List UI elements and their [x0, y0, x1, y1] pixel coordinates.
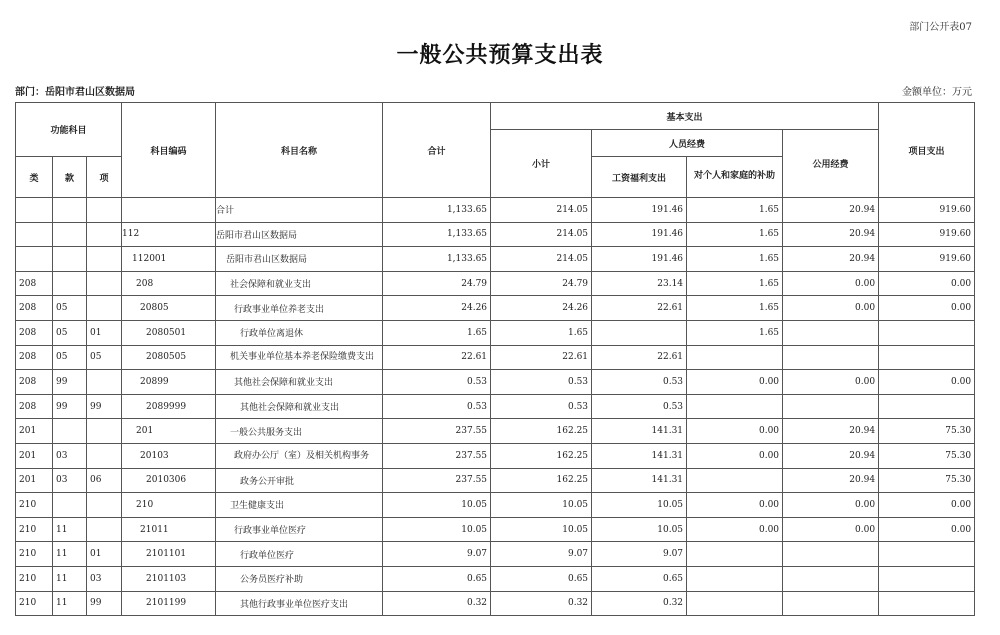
cell-total: 24.26 [383, 296, 491, 321]
cell-subtotal: 1.65 [491, 320, 592, 345]
cell-name: 行政事业单位养老支出 [216, 296, 383, 321]
cell-public: 20.94 [783, 222, 879, 247]
cell-name: 其他行政事业单位医疗支出 [216, 591, 383, 616]
cell-xiang [87, 271, 122, 296]
table-row [16, 443, 975, 468]
table-row [16, 542, 975, 567]
cell-kuan: 11 [53, 566, 87, 591]
cell-public: 0.00 [783, 517, 879, 542]
cell-project: 0.00 [879, 271, 975, 296]
cell-subtotal: 0.65 [491, 566, 592, 591]
cell-name: 其他社会保障和就业支出 [216, 370, 383, 395]
header-public: 公用经费 [783, 130, 879, 198]
cell-kuan: 11 [53, 591, 87, 616]
cell-wage: 191.46 [592, 198, 687, 223]
cell-public: 20.94 [783, 247, 879, 272]
cell-wage: 0.53 [592, 370, 687, 395]
cell-total: 10.05 [383, 493, 491, 518]
cell-project: 0.00 [879, 517, 975, 542]
header-name: 科目名称 [216, 103, 383, 198]
cell-lei: 210 [16, 591, 53, 616]
cell-project: 0.00 [879, 296, 975, 321]
cell-name: 一般公共服务支出 [216, 419, 383, 444]
cell-project: 919.60 [879, 247, 975, 272]
cell-wage: 141.31 [592, 419, 687, 444]
cell-total: 1.65 [383, 320, 491, 345]
header-total: 合计 [383, 103, 491, 198]
table-row [16, 591, 975, 616]
cell-lei [16, 198, 53, 223]
table-row [16, 198, 975, 223]
cell-family: 0.00 [687, 419, 783, 444]
cell-public: 20.94 [783, 443, 879, 468]
cell-wage: 141.31 [592, 468, 687, 493]
cell-project: 919.60 [879, 222, 975, 247]
cell-wage: 191.46 [592, 222, 687, 247]
cell-family: 1.65 [687, 247, 783, 272]
cell-family: 0.00 [687, 493, 783, 518]
cell-lei: 208 [16, 271, 53, 296]
cell-public [783, 345, 879, 370]
cell-lei: 208 [16, 370, 53, 395]
cell-wage: 141.31 [592, 443, 687, 468]
cell-lei: 210 [16, 493, 53, 518]
cell-family [687, 468, 783, 493]
cell-kuan [53, 198, 87, 223]
cell-public [783, 394, 879, 419]
form-number: 部门公开表07 [909, 22, 972, 33]
cell-total: 1,133.65 [383, 198, 491, 223]
cell-xiang [87, 419, 122, 444]
cell-xiang [87, 370, 122, 395]
cell-total: 237.55 [383, 419, 491, 444]
unit-label: 金额单位：万元 [902, 87, 972, 98]
cell-xiang [87, 443, 122, 468]
cell-lei: 208 [16, 296, 53, 321]
cell-lei: 210 [16, 542, 53, 567]
header-project: 项目支出 [879, 103, 975, 198]
cell-name: 行政事业单位医疗 [216, 517, 383, 542]
cell-public: 0.00 [783, 271, 879, 296]
cell-subtotal: 22.61 [491, 345, 592, 370]
cell-family [687, 542, 783, 567]
cell-lei: 210 [16, 517, 53, 542]
cell-total: 1,133.65 [383, 247, 491, 272]
cell-wage: 23.14 [592, 271, 687, 296]
cell-kuan: 05 [53, 296, 87, 321]
cell-kuan: 03 [53, 443, 87, 468]
cell-wage: 0.65 [592, 566, 687, 591]
cell-xiang [87, 517, 122, 542]
cell-project [879, 542, 975, 567]
cell-xiang [87, 198, 122, 223]
cell-code: 2101101 [122, 542, 216, 567]
cell-public: 20.94 [783, 419, 879, 444]
cell-name: 政务公开审批 [216, 468, 383, 493]
cell-lei: 201 [16, 419, 53, 444]
cell-kuan: 03 [53, 468, 87, 493]
cell-total: 0.32 [383, 591, 491, 616]
cell-wage: 22.61 [592, 296, 687, 321]
cell-total: 0.65 [383, 566, 491, 591]
cell-project: 75.30 [879, 419, 975, 444]
cell-name: 卫生健康支出 [216, 493, 383, 518]
cell-code: 2101199 [122, 591, 216, 616]
cell-xiang [87, 222, 122, 247]
cell-total: 0.53 [383, 370, 491, 395]
cell-wage: 191.46 [592, 247, 687, 272]
cell-kuan: 11 [53, 517, 87, 542]
cell-name: 社会保障和就业支出 [216, 271, 383, 296]
cell-name: 行政单位医疗 [216, 542, 383, 567]
cell-code: 2010306 [122, 468, 216, 493]
page-title: 一般公共预算支出表 [396, 42, 604, 68]
header-subtotal: 小计 [491, 130, 592, 198]
cell-subtotal: 10.05 [491, 517, 592, 542]
cell-lei [16, 222, 53, 247]
cell-name: 政府办公厅（室）及相关机构事务 [216, 443, 383, 468]
header-family: 对个人和家庭的补助 [687, 157, 783, 198]
cell-xiang: 01 [87, 542, 122, 567]
cell-public [783, 320, 879, 345]
header-kuan: 款 [53, 157, 87, 198]
cell-kuan: 99 [53, 394, 87, 419]
cell-code: 20805 [122, 296, 216, 321]
cell-family: 1.65 [687, 222, 783, 247]
cell-project [879, 591, 975, 616]
header-func-subject: 功能科目 [16, 103, 122, 157]
cell-kuan [53, 247, 87, 272]
cell-family: 0.00 [687, 370, 783, 395]
cell-name: 岳阳市君山区数据局 [216, 222, 383, 247]
cell-total: 24.79 [383, 271, 491, 296]
cell-xiang: 05 [87, 345, 122, 370]
cell-family: 1.65 [687, 271, 783, 296]
cell-code: 20899 [122, 370, 216, 395]
cell-subtotal: 9.07 [491, 542, 592, 567]
cell-subtotal: 0.32 [491, 591, 592, 616]
cell-wage: 22.61 [592, 345, 687, 370]
cell-kuan: 99 [53, 370, 87, 395]
cell-family: 1.65 [687, 296, 783, 321]
cell-public: 20.94 [783, 468, 879, 493]
cell-public: 20.94 [783, 198, 879, 223]
cell-project: 0.00 [879, 370, 975, 395]
cell-project [879, 320, 975, 345]
table-row [16, 222, 975, 247]
cell-lei: 201 [16, 468, 53, 493]
table-row [16, 394, 975, 419]
cell-subtotal: 162.25 [491, 443, 592, 468]
table-row [16, 493, 975, 518]
cell-project [879, 345, 975, 370]
cell-project [879, 566, 975, 591]
expenditure-table [15, 102, 975, 616]
cell-wage: 0.53 [592, 394, 687, 419]
cell-public [783, 591, 879, 616]
cell-code: 2080501 [122, 320, 216, 345]
cell-public [783, 542, 879, 567]
table-row [16, 320, 975, 345]
cell-name: 其他社会保障和就业支出 [216, 394, 383, 419]
cell-xiang: 99 [87, 394, 122, 419]
cell-family [687, 345, 783, 370]
cell-lei: 208 [16, 320, 53, 345]
cell-subtotal: 24.79 [491, 271, 592, 296]
cell-code: 201 [122, 419, 216, 444]
table-body [16, 198, 975, 616]
cell-kuan: 05 [53, 345, 87, 370]
table-row [16, 517, 975, 542]
cell-xiang: 03 [87, 566, 122, 591]
cell-name: 公务员医疗补助 [216, 566, 383, 591]
table-row [16, 370, 975, 395]
cell-total: 1,133.65 [383, 222, 491, 247]
cell-lei: 210 [16, 566, 53, 591]
cell-code: 2089999 [122, 394, 216, 419]
header-personnel: 人员经费 [592, 130, 783, 157]
cell-code: 2101103 [122, 566, 216, 591]
table-row [16, 566, 975, 591]
cell-subtotal: 162.25 [491, 419, 592, 444]
cell-xiang [87, 493, 122, 518]
header-lei: 类 [16, 157, 53, 198]
cell-code: 20103 [122, 443, 216, 468]
cell-name: 合计 [216, 198, 383, 223]
cell-lei: 201 [16, 443, 53, 468]
cell-lei [16, 247, 53, 272]
cell-wage: 9.07 [592, 542, 687, 567]
header-wage: 工资福利支出 [592, 157, 687, 198]
header-code: 科目编码 [122, 103, 216, 198]
table-row [16, 419, 975, 444]
cell-family [687, 394, 783, 419]
table-row [16, 468, 975, 493]
cell-family: 1.65 [687, 198, 783, 223]
cell-public: 0.00 [783, 493, 879, 518]
cell-code: 2080505 [122, 345, 216, 370]
cell-subtotal: 214.05 [491, 222, 592, 247]
department-label: 部门：岳阳市君山区数据局 [15, 87, 135, 98]
cell-project: 0.00 [879, 493, 975, 518]
cell-family [687, 566, 783, 591]
cell-code: 21011 [122, 517, 216, 542]
cell-wage [592, 320, 687, 345]
cell-wage: 10.05 [592, 493, 687, 518]
cell-lei: 208 [16, 394, 53, 419]
cell-subtotal: 214.05 [491, 198, 592, 223]
cell-xiang [87, 247, 122, 272]
cell-subtotal: 214.05 [491, 247, 592, 272]
table-row [16, 345, 975, 370]
cell-total: 22.61 [383, 345, 491, 370]
cell-name: 行政单位离退休 [216, 320, 383, 345]
cell-kuan [53, 222, 87, 247]
cell-public: 0.00 [783, 370, 879, 395]
cell-kuan [53, 493, 87, 518]
cell-total: 9.07 [383, 542, 491, 567]
cell-subtotal: 10.05 [491, 493, 592, 518]
cell-total: 237.55 [383, 468, 491, 493]
cell-total: 0.53 [383, 394, 491, 419]
cell-wage: 10.05 [592, 517, 687, 542]
cell-total: 10.05 [383, 517, 491, 542]
cell-name: 机关事业单位基本养老保险缴费支出 [216, 345, 383, 370]
cell-kuan: 11 [53, 542, 87, 567]
cell-project: 919.60 [879, 198, 975, 223]
cell-kuan [53, 419, 87, 444]
cell-code [122, 198, 216, 223]
cell-public [783, 566, 879, 591]
cell-xiang: 06 [87, 468, 122, 493]
cell-total: 237.55 [383, 443, 491, 468]
cell-project [879, 394, 975, 419]
cell-xiang: 01 [87, 320, 122, 345]
cell-xiang: 99 [87, 591, 122, 616]
table-row [16, 247, 975, 272]
cell-xiang [87, 296, 122, 321]
table-row [16, 271, 975, 296]
cell-family: 0.00 [687, 443, 783, 468]
cell-lei: 208 [16, 345, 53, 370]
cell-subtotal: 24.26 [491, 296, 592, 321]
header-xiang: 项 [87, 157, 122, 198]
cell-kuan: 05 [53, 320, 87, 345]
cell-subtotal: 0.53 [491, 394, 592, 419]
cell-code: 112 [122, 222, 216, 247]
cell-code: 210 [122, 493, 216, 518]
cell-subtotal: 0.53 [491, 370, 592, 395]
cell-family: 1.65 [687, 320, 783, 345]
cell-wage: 0.32 [592, 591, 687, 616]
cell-code: 112001 [122, 247, 216, 272]
cell-public: 0.00 [783, 296, 879, 321]
cell-project: 75.30 [879, 443, 975, 468]
header-basic: 基本支出 [491, 103, 879, 130]
cell-name: 岳阳市君山区数据局 [216, 247, 383, 272]
cell-code: 208 [122, 271, 216, 296]
table-row [16, 296, 975, 321]
cell-project: 75.30 [879, 468, 975, 493]
cell-family: 0.00 [687, 517, 783, 542]
cell-subtotal: 162.25 [491, 468, 592, 493]
cell-family [687, 591, 783, 616]
cell-kuan [53, 271, 87, 296]
